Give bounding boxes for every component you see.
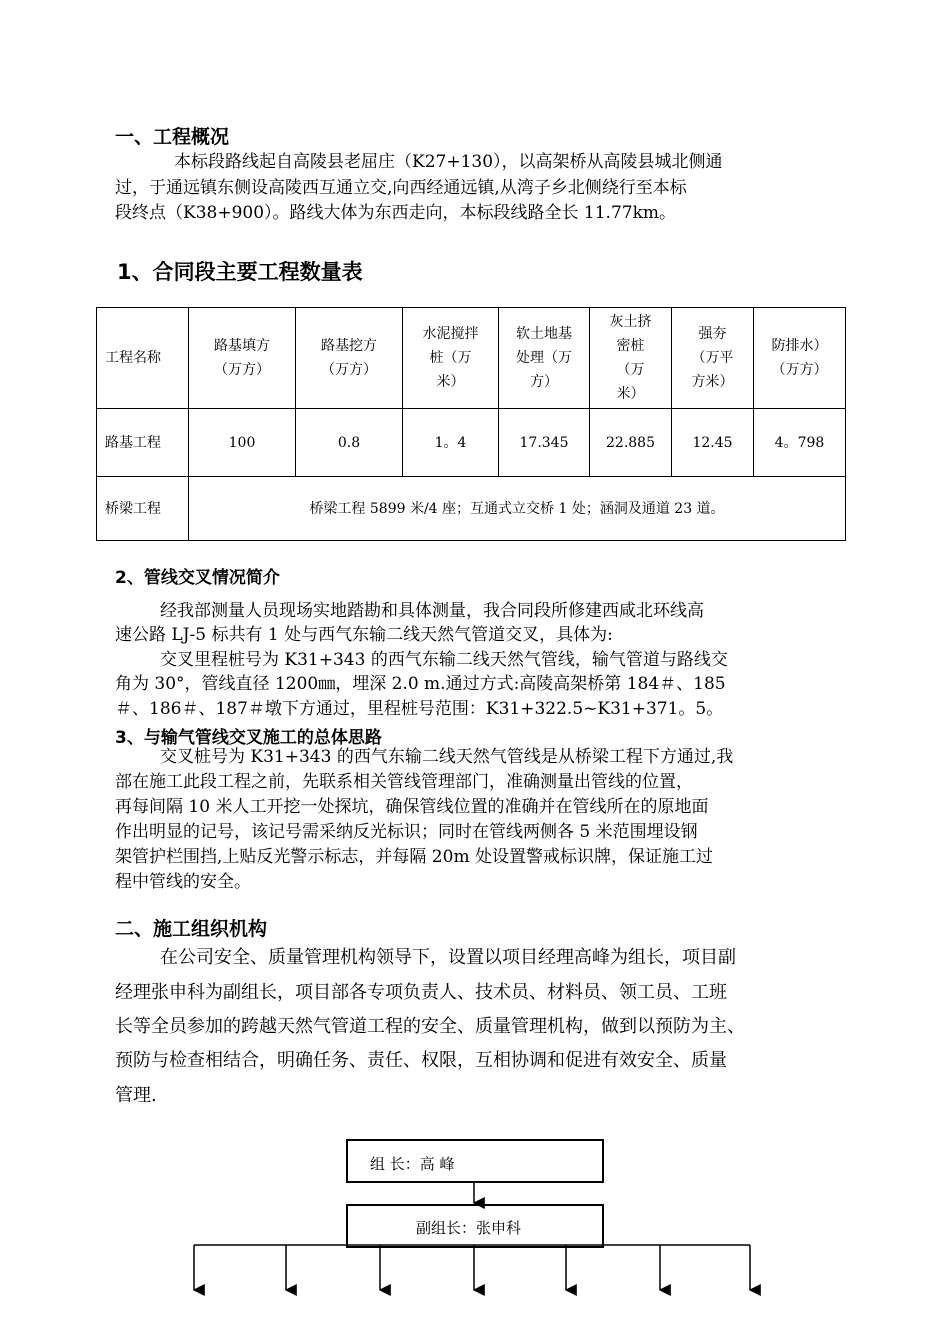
paragraph-line: 长等全员参加的跨越天然气管道工程的安全、质量管理机构，做到以预防为主、 [115,1016,745,1037]
table-cell: 桥梁工程 [97,477,189,541]
paragraph-line: 作出明显的记号，该记号需采纳反光标识；同时在管线两侧各 5 米范围埋设钢 [115,822,698,842]
paragraph-line: 程中管线的安全。 [115,872,251,892]
table-row [97,409,846,477]
section-title-construction-approach: 3、与输气管线交叉施工的总体思路 [115,728,382,748]
paragraph-line: 预防与检查相结合，明确任务、责任、权限，互相协调和促进有效安全、质量 [115,1050,727,1071]
section-title-overview: 一、工程概况 [115,126,230,148]
paragraph-line: 再每间隔 10 米人工开挖一处探坑，确保管线位置的准确并在管线所在的原地面 [115,797,709,817]
table-cell: 4。798 [754,409,846,477]
paragraph-line: 本标段路线起自高陵县老屈庄（K27+130），以高架桥从高陵县城北侧通 [174,152,723,172]
section-title-organization: 二、施工组织机构 [115,918,268,940]
table-cell-merged: 桥梁工程 5899 米/4 座；互通式立交桥 1 处；涵洞及通道 23 道。 [189,477,846,541]
paragraph-line: 在公司安全、质量管理机构领导下，设置以项目经理高峰为组长，项目副 [160,947,736,968]
org-deputy-label: 副组长：张申科 [416,1219,522,1237]
paragraph-line: 交叉里程桩号为 K31+343 的西气东输二线天然气管线，输气管道与路线交 [160,650,728,670]
org-leader-box [346,1139,604,1183]
paragraph-line: 交叉桩号为 K31+343 的西气东输二线天然气管线是从桥梁工程下方通过,我 [160,747,734,767]
header-cell: 路基填方 （万方） [189,308,296,409]
paragraph-line: 架管护栏围挡,上贴反光警示标志，并每隔 20m 处设置警戒标识牌，保证施工过 [115,847,713,867]
paragraph-line: 管理. [115,1085,157,1106]
header-cell: 防排水） （万方） [754,308,846,409]
table-cell: 100 [189,409,296,477]
table-cell: 22.885 [590,409,672,477]
header-cell: 工程名称 [97,308,189,409]
table-row [97,477,846,541]
paragraph-line: 部在施工此段工程之前，先联系相关管线管理部门，准确测量出管线的位置， [115,772,693,792]
table-header-row [97,308,846,409]
paragraph-line: ＃、186＃、187＃墩下方通过，里程桩号范围：K31+322.5~K31+371。5。 [115,699,724,719]
header-cell: 软土地基 处理（万 方） [499,308,590,409]
paragraph-line: 速公路 LJ-5 标共有 1 处与西气东输二线天然气管道交叉，具体为: [115,625,613,645]
org-leader-label: 组 长：高 峰 [370,1155,455,1173]
quantity-table [96,307,846,541]
paragraph-line: 角为 30°，管线直径 1200㎜，埋深 2.0 m.通过方式:高陵高架桥第 184＃、185 [115,674,726,694]
paragraph-line: 经理张申科为副组长，项目部各专项负责人、技术员、材料员、领工员、工班 [115,982,727,1003]
org-deputy-box [346,1204,604,1248]
table-title: 1、合同段主要工程数量表 [117,260,363,284]
header-cell: 路基挖方 （万方） [296,308,403,409]
header-cell: 灰土挤 密桩 （万 米） [590,308,672,409]
table-cell: 17.345 [499,409,590,477]
paragraph-line: 过，于通远镇东侧设高陵西互通立交,向西经通远镇,从湾子乡北侧绕行至本标 [115,178,687,198]
table-cell: 0.8 [296,409,403,477]
paragraph-line: 经我部测量人员现场实地踏勘和具体测量，我合同段所修建西咸北环线高 [160,601,704,621]
section-title-pipeline-crossing: 2、管线交叉情况简介 [115,568,280,588]
header-cell: 水泥搅拌 桩（万 米） [403,308,499,409]
header-cell: 强夯 （万平 方米） [672,308,754,409]
table-cell: 12.45 [672,409,754,477]
table-cell: 1。4 [403,409,499,477]
table-cell: 路基工程 [97,409,189,477]
paragraph-line: 段终点（K38+900）。路线大体为东西走向，本标段线路全长 11.77km。 [115,203,677,223]
